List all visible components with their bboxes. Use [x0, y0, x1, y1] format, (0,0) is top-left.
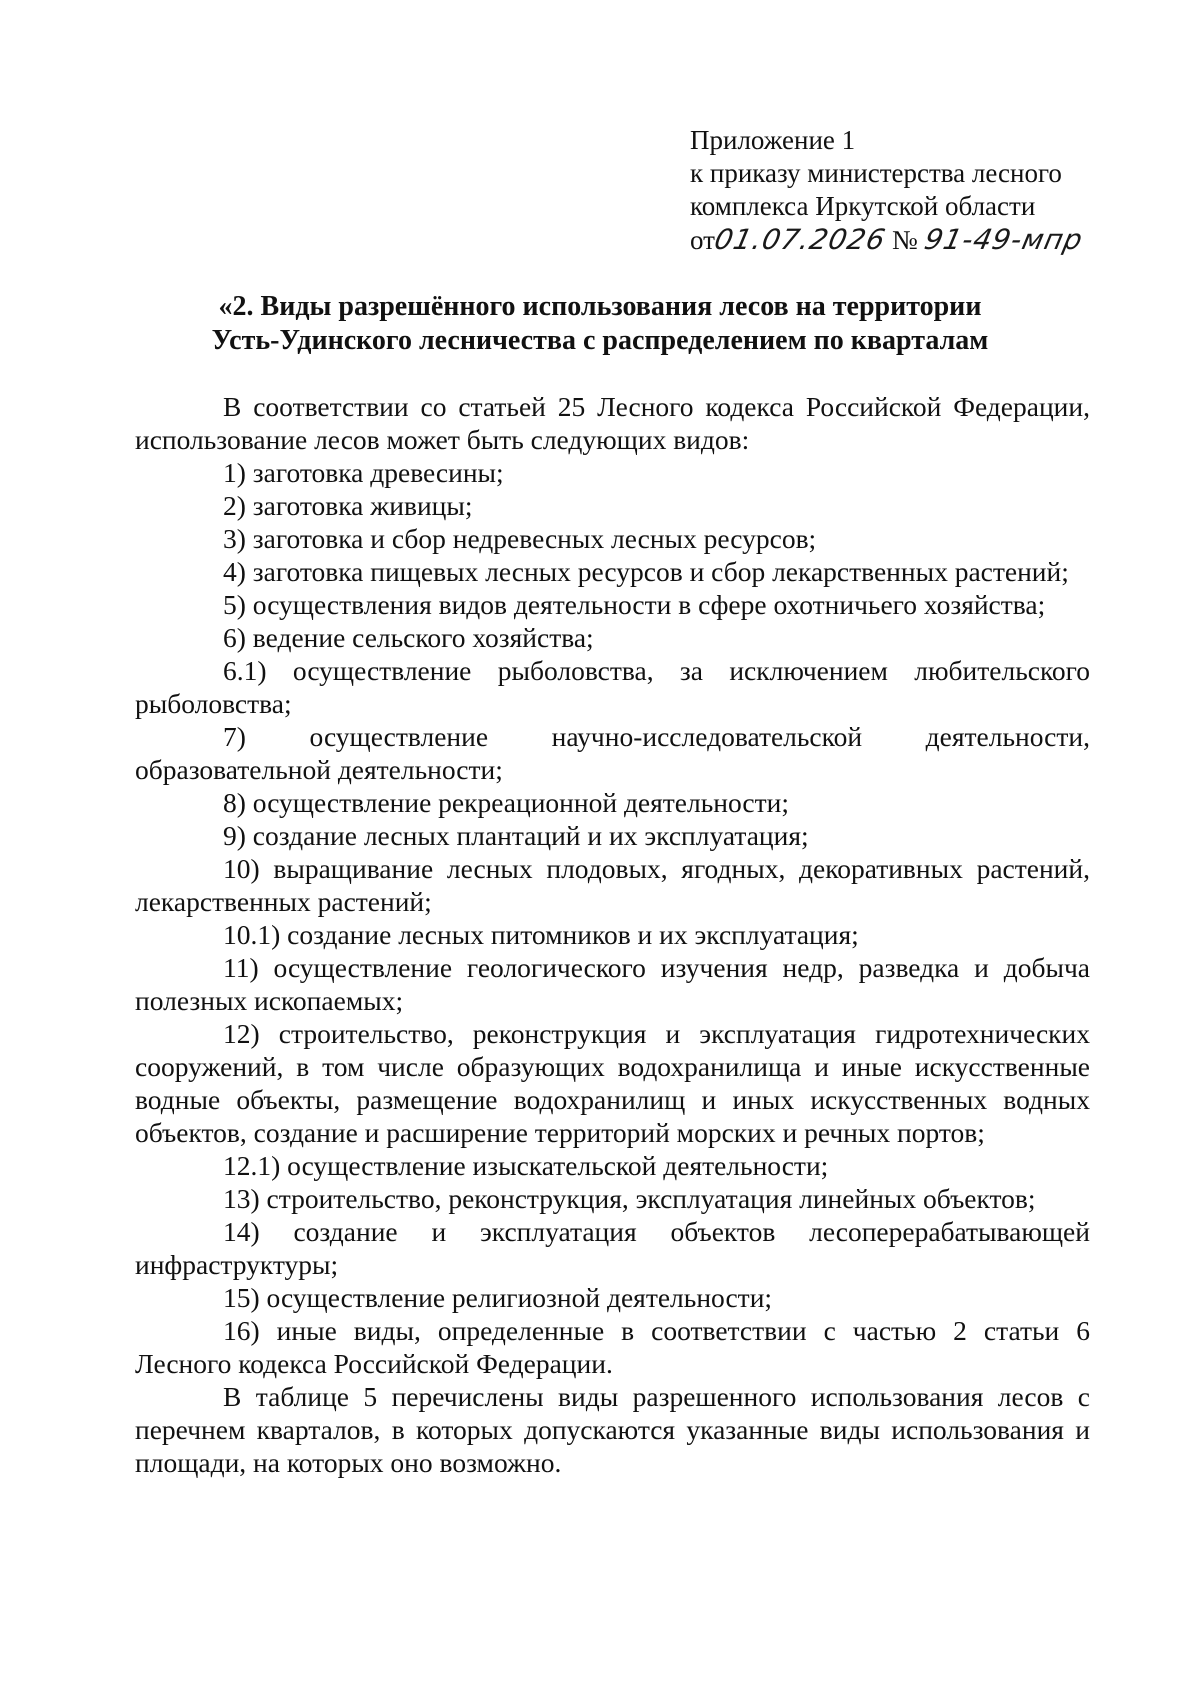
title-line-1: «2. Виды разрешённого использования лесов на территории	[218, 291, 982, 322]
list-item: 12.1) осуществление изыскательской деятельности;	[223, 1150, 829, 1181]
appendix-number: Приложение 1	[690, 125, 856, 155]
list-item: 2) заготовка живицы;	[223, 490, 473, 521]
list-item: 10) выращивание лесных плодовых, ягодных, декоративных растений, лекарственных растений;	[135, 853, 1090, 917]
list-item: 6) ведение сельского хозяйства;	[223, 622, 594, 653]
appendix-authority: комплекса Иркутской области	[690, 191, 1036, 221]
handwritten-number: 91-49-мпр	[921, 223, 1086, 256]
usage-types-list	[135, 456, 1090, 1380]
list-item: 14) создание и эксплуатация объектов лесоперерабатывающей инфраструктуры;	[135, 1216, 1090, 1280]
list-item: 12) строительство, реконструкция и эксплуатация гидротехнических сооружений, в том числе образующих водохранилища и иные искусственные водные объекты, размещение водохранилищ и иных искусственных водных объектов, создание и расширение территорий морских и речных портов;	[135, 1018, 1090, 1148]
list-item: 15) осуществление религиозной деятельности;	[223, 1282, 773, 1313]
intro-paragraph: В соответствии со статьей 25 Лесного кодекса Российской Федерации, использование лесов может быть следующих видов:	[135, 391, 1090, 455]
list-item: 16) иные виды, определенные в соответствии с частью 2 статьи 6 Лесного кодекса Российской Федерации.	[135, 1315, 1090, 1379]
list-item: 9) создание лесных плантаций и их эксплуатация;	[223, 820, 809, 851]
list-item: 4) заготовка пищевых лесных ресурсов и сбор лекарственных растений;	[223, 556, 1069, 587]
list-item: 13) строительство, реконструкция, эксплуатация линейных объектов;	[223, 1183, 1036, 1214]
closing-paragraph: В таблице 5 перечислены виды разрешенного использования лесов с перечнем кварталов, в которых допускаются указанные виды использования и площади, на которых оно возможно.	[135, 1381, 1090, 1478]
number-sign: №	[892, 225, 918, 255]
document-body	[135, 390, 1090, 1479]
list-item: 11) осуществление геологического изучения недр, разведка и добыча полезных ископаемых;	[135, 952, 1090, 1016]
appendix-header	[690, 124, 1130, 257]
section-title	[120, 290, 1080, 358]
list-item: 6.1) осуществление рыболовства, за исключением любительского рыболовства;	[135, 655, 1090, 719]
list-item: 8) осуществление рекреационной деятельности;	[223, 787, 790, 818]
list-item: 7) осуществление научно-исследовательской деятельности, образовательной деятельности;	[135, 721, 1090, 785]
appendix-order-ref: к приказу министерства лесного	[690, 158, 1062, 188]
list-item: 1) заготовка древесины;	[223, 457, 504, 488]
list-item: 5) осуществления видов деятельности в сфере охотничьего хозяйства;	[223, 589, 1046, 620]
date-prefix: от	[690, 225, 715, 255]
title-line-2: Усть-Удинского лесничества с распределением по кварталам	[211, 325, 989, 356]
list-item: 10.1) создание лесных питомников и их эксплуатация;	[223, 919, 859, 950]
list-item: 3) заготовка и сбор недревесных лесных ресурсов;	[223, 523, 817, 554]
handwritten-date: 01.07.2026	[711, 223, 889, 256]
appendix-date-number	[690, 223, 1130, 257]
